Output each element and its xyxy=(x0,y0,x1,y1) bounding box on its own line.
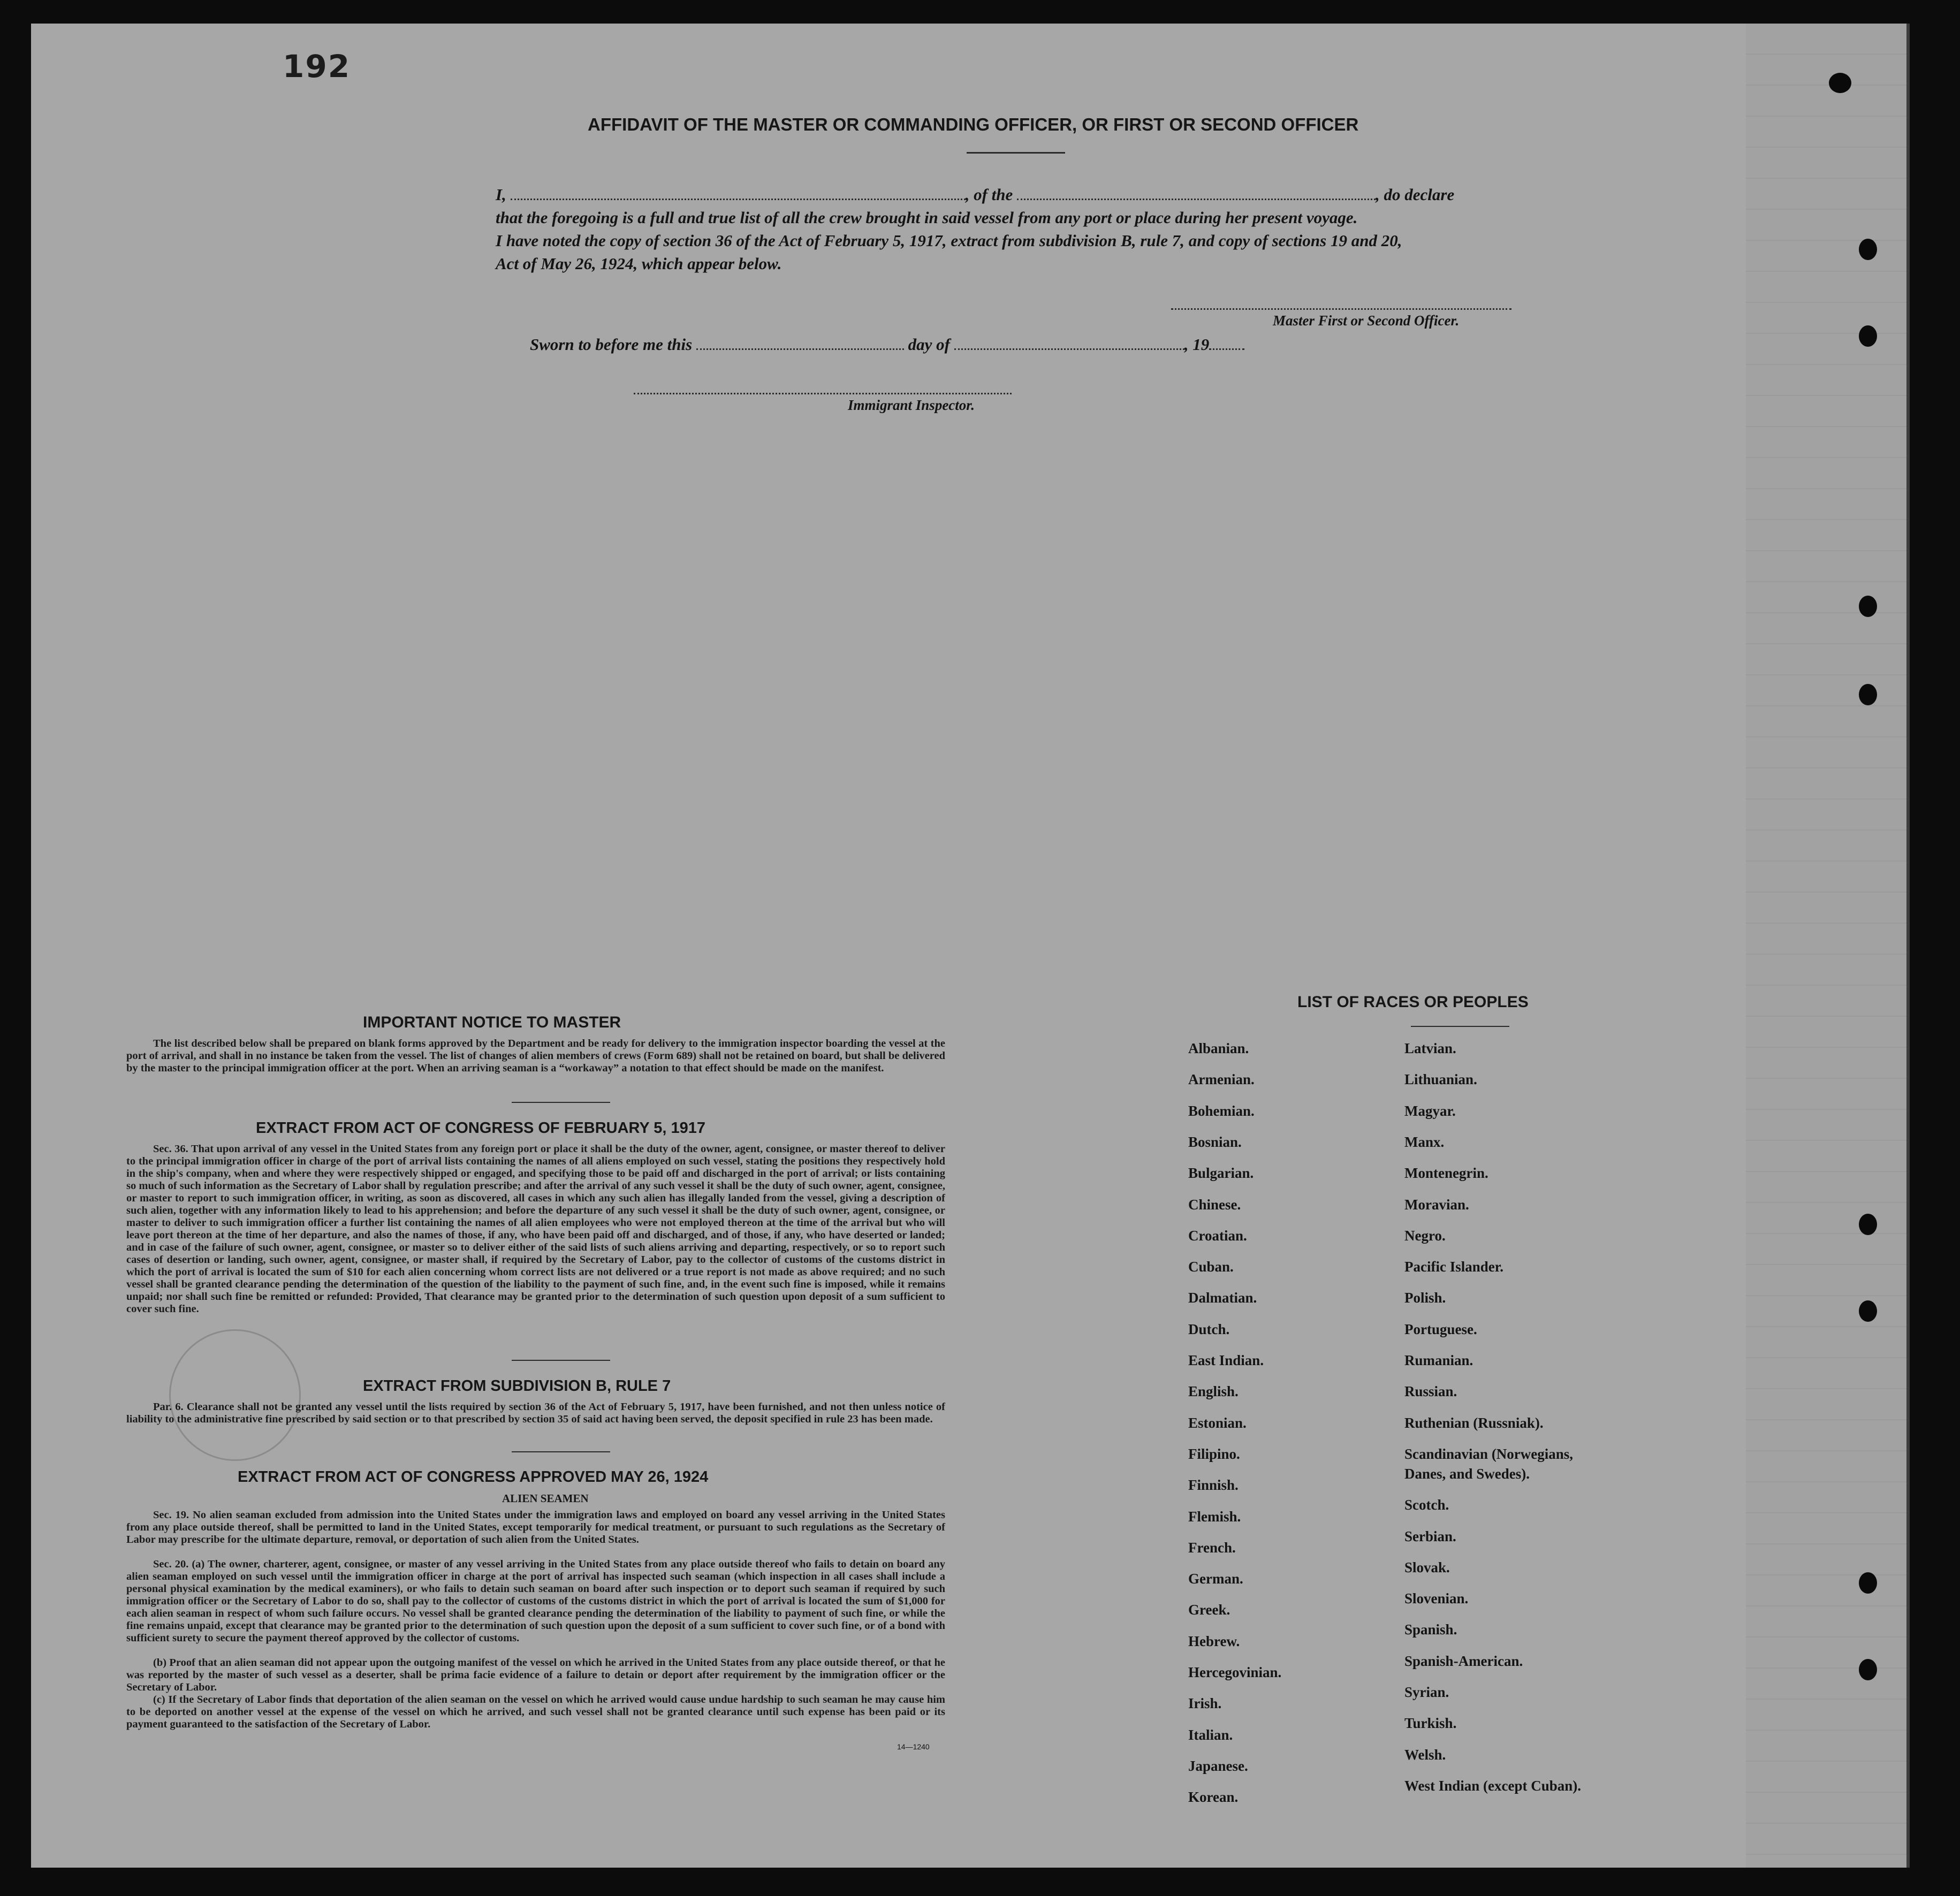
declaration-i: I, xyxy=(496,185,506,204)
race-item: Rumanian. xyxy=(1404,1352,1473,1368)
race-item: Scotch. xyxy=(1404,1497,1449,1513)
race-item: Greek. xyxy=(1188,1602,1230,1618)
race-item: Manx. xyxy=(1404,1133,1445,1150)
race-item: Croatian. xyxy=(1188,1227,1247,1244)
declaration-line-4: Act of May 26, 1924, which appear below. xyxy=(496,254,782,273)
punch-hole xyxy=(1859,684,1877,705)
punch-hole xyxy=(1859,239,1877,260)
extract-2-rule-bottom xyxy=(512,1451,610,1452)
race-item: Pacific Islander. xyxy=(1404,1259,1503,1275)
race-item: Negro. xyxy=(1404,1227,1446,1244)
extract-1917-body: Sec. 36. That upon arrival of any vessel in the United States from any foreign port or place it shall be the duty of the owner, agent, consignee, or master thereof to deliver to the principal immigration officer in charge of the port of arrival lists containing the names of all aliens employed on such vessel, stating the positions they respectively hold in the ship's company, when and where they were respectively shipped or engaged, and specifying those to be paid off and discharged in the port of arrival; or lists containing so much of such information as the Secretary of Labor shall by regulation prescribe; and after the arrival of any such vessel it shall be the duty of such owner, agent, consignee, or master to report to such immigration officer, in writing, as soon as discovered, all cases in which any such alien has illegally landed from the vessel, giving a description of such alien, together with any information likely to lead to his apprehension; and before the departure of any such vessel it shall be the duty of such owner, agent, consignee, or master to deliver to such immigration officer a further list containing the names of all alien employees who were not employed thereon at the time of the arrival but who will leave port thereon at the time of her departure, and also the names of those, if any, who have been paid off and discharged, and of those, if any, who have deserted or landed; and in case of the failure of such owner, agent, consignee, or master so to deliver either of the said lists of such aliens arriving and departing, respectively, or so to report such cases of desertion or landing, such owner, agent, consignee, or master shall, if required by the Secretary of Labor, pay to the collector of customs of the customs district in which the port of arrival is located the sum of $10 for each alien concerning whom correct lists are not delivered or a true report is not made as above required; and no such vessel shall be granted clearance pending the determination of the question of the liability to the payment of such fine, and, in the event such fine is imposed, while it remains unpaid; nor shall such fine be remitted or refunded: Provided, That clearance may be granted prior to the determination of such question upon deposit of a sum sufficient to cover such fine. xyxy=(126,1143,945,1315)
race-item: Bosnian. xyxy=(1188,1133,1242,1150)
sec20b-body: (b) Proof that an alien seaman did not appear upon the outgoing manifest of the vessel on which he arrived in the United States from any place outside thereof, or that he was reported by the master of such vessel as a deserter, shall be prima facie evidence of a failure to detain or deport after requirement by the immigration officer or the Secretary of Labor. xyxy=(126,1657,945,1693)
race-item: Syrian. xyxy=(1404,1684,1449,1700)
race-item: Italian. xyxy=(1188,1726,1233,1743)
race-item: Chinese. xyxy=(1188,1196,1241,1213)
page-edge-strip xyxy=(1746,24,1906,1868)
race-item: Hebrew. xyxy=(1188,1633,1240,1649)
race-item: Scandinavian (Norwegians, xyxy=(1404,1445,1574,1462)
race-item: Finnish. xyxy=(1188,1477,1239,1494)
declaration-do-declare: , do declare xyxy=(1376,185,1455,204)
sworn-line xyxy=(530,335,1244,354)
sworn-day-of: day of xyxy=(908,335,950,354)
sec19-body: Sec. 19. No alien seaman excluded from admission into the United States under the immigration laws and employed on board any vessel arriving in the United States from any place outside thereof, shall be permitted to land in the United States, except temporarily for medical treatment, or pursuant to such regulations as the Secretary of Labor may prescribe for the ultimate departure, removal, or deportation of such alien from the United States. xyxy=(126,1509,945,1545)
extract-1917-title: EXTRACT FROM ACT OF CONGRESS OF FEBRUARY 5, 1917 xyxy=(256,1120,706,1137)
race-item: Hercegovinian. xyxy=(1188,1664,1282,1680)
race-item: Portuguese. xyxy=(1404,1321,1477,1337)
punch-hole xyxy=(1829,73,1851,93)
sec20a-body: Sec. 20. (a) The owner, charterer, agent, consignee, or master of any vessel arriving in the United States from any place outside thereof who fails to detain on board any alien seaman employed on such vessel until the immigration officer in charge at the port of arrival has inspected such seaman (which inspection in all cases shall include a personal physical examination by the medical examiners), or who fails to detain such seaman on board after such inspection or to deport such seaman if required by such immigration officer or the Secretary of Labor to do so, shall pay to the collector of customs of the customs district in which the port of arrival is located the sum of $1,000 for each alien seaman in respect of whom such failure occurs. No vessel shall be granted clearance pending the determination of the liability to payment of such fine, or while the fine remains unpaid, except that clearance may be granted prior to the determination of such question upon the deposit of a sum sufficient to cover such fine, or of a bond with sufficient surety to secure the payment thereof approved by the collector of customs. xyxy=(126,1558,945,1644)
punch-hole xyxy=(1859,596,1877,617)
race-item: Dutch. xyxy=(1188,1321,1230,1337)
master-signature-line[interactable] xyxy=(1171,308,1511,310)
race-item: Armenian. xyxy=(1188,1071,1255,1088)
form-number: 14—1240 xyxy=(897,1742,930,1751)
alien-seamen-subtitle: ALIEN SEAMEN xyxy=(502,1492,589,1505)
notice-rule xyxy=(512,1102,610,1103)
sworn-year-blank[interactable] xyxy=(1209,346,1244,350)
inspector-caption: Immigrant Inspector. xyxy=(848,397,975,413)
notice-title: IMPORTANT NOTICE TO MASTER xyxy=(363,1014,621,1031)
race-item: Moravian. xyxy=(1404,1196,1469,1213)
races-title: LIST OF RACES OR PEOPLES xyxy=(1297,993,1529,1011)
race-item: Lithuanian. xyxy=(1404,1071,1477,1088)
race-item: Welsh. xyxy=(1404,1746,1446,1763)
page-number: 192 xyxy=(283,48,351,85)
sec20c-body: (c) If the Secretary of Labor finds that deportation of the alien seaman on the vessel on which he arrived would cause undue hardship to such seaman he may cause him to be deported on another vessel at the expense of the vessel on which he arrived, and such vessel shall not be granted clearance until such expense has been paid or its payment guaranteed to the satisfaction of the Secretary of Labor. xyxy=(126,1694,945,1730)
declaration-line-1 xyxy=(496,183,1454,206)
race-item: Irish. xyxy=(1188,1695,1222,1712)
declaration-line-3: I have noted the copy of section 36 of the Act of February 5, 1917, extract from subdivision B, rule 7, and copy of sections 19 and 20, xyxy=(496,231,1402,250)
race-item: Bulgarian. xyxy=(1188,1165,1254,1182)
race-item: East Indian. xyxy=(1188,1352,1264,1368)
race-item: Japanese. xyxy=(1188,1757,1248,1774)
race-item: Flemish. xyxy=(1188,1508,1241,1525)
inspector-signature-line[interactable] xyxy=(634,393,1012,394)
master-caption: Master First or Second Officer. xyxy=(1273,313,1460,329)
affidavit-declaration xyxy=(496,183,1454,275)
title-rule xyxy=(967,152,1065,154)
race-item: Bohemian. xyxy=(1188,1102,1255,1119)
race-item: Spanish-American. xyxy=(1404,1653,1523,1669)
race-item: Magyar. xyxy=(1404,1102,1456,1119)
punch-hole xyxy=(1859,325,1877,347)
race-item: German. xyxy=(1188,1571,1243,1587)
sworn-month-blank[interactable] xyxy=(954,346,1184,350)
affidavit-title: AFFIDAVIT OF THE MASTER OR COMMANDING OFFICER, OR FIRST OR SECOND OFFICER xyxy=(588,115,1359,134)
race-item: Turkish. xyxy=(1404,1715,1457,1732)
declaration-of-the: , of the xyxy=(965,185,1013,204)
race-item: French. xyxy=(1188,1539,1236,1556)
punch-hole xyxy=(1859,1659,1877,1680)
race-item: Ruthenian (Russniak). xyxy=(1404,1414,1544,1431)
sworn-text: Sworn to before me this xyxy=(530,335,693,354)
race-item: Filipino. xyxy=(1188,1445,1240,1462)
punch-hole xyxy=(1859,1214,1877,1235)
race-item: Dalmatian. xyxy=(1188,1290,1257,1306)
race-item: Spanish. xyxy=(1404,1621,1457,1638)
race-item: Russian. xyxy=(1404,1383,1457,1400)
race-item: Serbian. xyxy=(1404,1528,1456,1544)
race-item: Latvian. xyxy=(1404,1040,1456,1056)
name-blank[interactable] xyxy=(511,196,966,200)
sworn-year-prefix: , 19 xyxy=(1184,335,1210,354)
punch-hole xyxy=(1859,1572,1877,1594)
race-item: Albanian. xyxy=(1188,1040,1249,1056)
race-item: English. xyxy=(1188,1383,1239,1400)
race-item: Montenegrin. xyxy=(1404,1165,1488,1182)
extract-2-rule-top xyxy=(512,1360,610,1361)
races-rule xyxy=(1411,1026,1509,1027)
race-item: Danes, and Swedes). xyxy=(1404,1465,1530,1482)
extract-1924-title: EXTRACT FROM ACT OF CONGRESS APPROVED MAY 26, 1924 xyxy=(238,1468,709,1486)
race-item: Slovak. xyxy=(1404,1559,1450,1575)
punch-hole xyxy=(1859,1300,1877,1322)
race-item: Estonian. xyxy=(1188,1414,1247,1431)
race-item: Polish. xyxy=(1404,1290,1446,1306)
race-item: Slovenian. xyxy=(1404,1590,1469,1607)
race-item: Cuban. xyxy=(1188,1259,1234,1275)
declaration-line-2: that the foregoing is a full and true list of all the crew brought in said vessel from any port or place during her present voyage. xyxy=(496,208,1358,227)
rule-7-body: Par. 6. Clearance shall not be granted any vessel until the lists required by section 36 of the Act of February 5, 1917, have been furnished, and not then unless notice of liability to the administrative fine prescribed by said section or to that prescribed by section 35 of said act having been served, the deposit specified in rule 23 has been made. xyxy=(126,1401,945,1425)
faint-stamp xyxy=(169,1329,301,1461)
document-page xyxy=(31,24,1910,1868)
vessel-blank[interactable] xyxy=(1017,196,1376,200)
race-item: West Indian (except Cuban). xyxy=(1404,1777,1582,1794)
race-item: Korean. xyxy=(1188,1789,1239,1806)
rule-7-title: EXTRACT FROM SUBDIVISION B, RULE 7 xyxy=(363,1377,671,1395)
sworn-day-blank[interactable] xyxy=(696,346,904,350)
notice-body: The list described below shall be prepared on blank forms approved by the Department and be ready for delivery to the immigration inspector boarding the vessel at the port of arrival, and shall in no instance be taken from the vessel. The list of changes of alien members of crews (Form 689) shall not be retained on board, but shall be delivered by the master to the principal immigration officer at the port. When an arriving seaman is a “workaway” a notation to that effect should be made on the manifest. xyxy=(126,1038,945,1074)
